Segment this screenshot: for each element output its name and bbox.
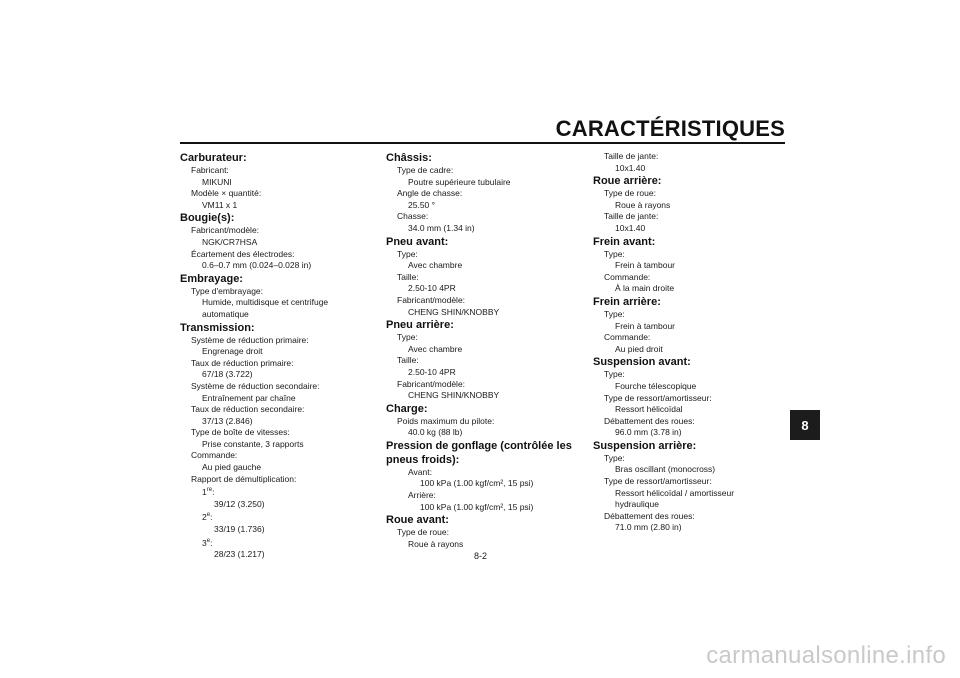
spec-label: Fabricant/modèle: bbox=[397, 378, 466, 389]
spec-label: Écartement des électrodes: bbox=[191, 248, 295, 259]
spec-value: Entraînement par chaîne bbox=[202, 392, 296, 403]
section-heading: Frein avant: bbox=[593, 235, 656, 248]
section-heading: Embrayage: bbox=[180, 272, 243, 285]
spec-value: Roue à rayons bbox=[408, 538, 464, 549]
gear-colon: : bbox=[212, 487, 215, 498]
section-heading: Suspension avant: bbox=[593, 356, 691, 369]
spec-column-2 bbox=[386, 151, 586, 550]
gear-number: 1 bbox=[202, 487, 207, 498]
gear-ratio-value: 39/12 (3.250) bbox=[214, 498, 265, 509]
spec-value: 10x1.40 bbox=[615, 162, 646, 173]
spec-value: 100 kPa (1.00 kgf/cm², 15 psi) bbox=[420, 478, 534, 489]
title-rule bbox=[180, 142, 785, 144]
spec-label: Fabricant/modèle: bbox=[191, 225, 260, 236]
spec-value: Frein à tambour bbox=[615, 260, 675, 271]
spec-label: Modèle × quantité: bbox=[191, 188, 262, 199]
spec-label: Chasse: bbox=[397, 211, 429, 222]
spec-value: Bras oscillant (monocross) bbox=[615, 464, 716, 475]
spec-value: Fourche télescopique bbox=[615, 380, 697, 391]
spec-label: Taille: bbox=[397, 271, 419, 282]
spec-label: Commande: bbox=[604, 271, 651, 282]
spec-value: 10x1.40 bbox=[615, 222, 646, 233]
spec-value: Au pied droit bbox=[615, 343, 663, 354]
spec-label: Commande: bbox=[604, 332, 651, 343]
spec-label: Type: bbox=[397, 332, 418, 343]
spec-label: Rapport de démultiplication: bbox=[191, 473, 297, 484]
spec-label: Type de boîte de vitesses: bbox=[191, 427, 290, 438]
spec-label: Système de réduction secondaire: bbox=[191, 380, 320, 391]
section-heading: Châssis: bbox=[386, 152, 432, 164]
spec-label: Type: bbox=[604, 308, 625, 319]
spec-value: automatique bbox=[202, 308, 249, 319]
spec-label: Type: bbox=[604, 248, 625, 259]
spec-value: 2.50-10 4PR bbox=[408, 366, 456, 377]
spec-label: Type: bbox=[604, 452, 625, 463]
section-heading: Transmission: bbox=[180, 321, 255, 334]
gear-label bbox=[180, 538, 380, 550]
spec-label: Type de ressort/amortisseur: bbox=[604, 392, 712, 403]
spec-label: Type de ressort/amortisseur: bbox=[604, 476, 712, 487]
spec-label: Type de cadre: bbox=[397, 165, 454, 175]
spec-value: Roue à rayons bbox=[615, 199, 671, 210]
spec-label: Poids maximum du pilote: bbox=[397, 415, 495, 426]
spec-value: Avec chambre bbox=[408, 343, 463, 354]
spec-value: 34.0 mm (1.34 in) bbox=[408, 222, 475, 233]
spec-value: Engrenage droit bbox=[202, 346, 263, 357]
section-heading: Pression de gonflage (contrôlée les bbox=[386, 439, 572, 452]
spec-label: Type d'embrayage: bbox=[191, 285, 264, 296]
section-heading: Roue arrière: bbox=[593, 175, 662, 188]
spec-value: Frein à tambour bbox=[615, 320, 675, 331]
spec-value: 100 kPa (1.00 kgf/cm², 15 psi) bbox=[420, 501, 534, 512]
spec-value: NGK/CR7HSA bbox=[202, 236, 258, 247]
section-heading: Bougie(s): bbox=[180, 212, 235, 225]
spec-value: Avec chambre bbox=[408, 260, 463, 271]
spec-value: hydraulique bbox=[615, 499, 659, 510]
spec-label: Taille de jante: bbox=[604, 151, 659, 161]
gear-ordinal: re bbox=[206, 487, 213, 494]
spec-value: 67/18 (3.722) bbox=[202, 369, 253, 380]
gear-ordinal: e bbox=[206, 512, 211, 519]
spec-label: Taille: bbox=[397, 355, 419, 366]
spec-label: Fabricant: bbox=[191, 165, 229, 175]
spec-value: CHENG SHIN/KNOBBY bbox=[408, 306, 500, 317]
spec-label: Fabricant/modèle: bbox=[397, 294, 466, 305]
spec-value: Ressort hélicoïdal / amortisseur bbox=[615, 487, 735, 498]
spec-value: 25.50 ° bbox=[408, 199, 436, 210]
spec-label: Avant: bbox=[408, 466, 432, 477]
section-heading: Charge: bbox=[386, 402, 428, 415]
spec-value: Au pied gauche bbox=[202, 462, 262, 473]
spec-label: Type: bbox=[397, 248, 418, 259]
spec-label: Arrière: bbox=[408, 490, 436, 501]
gear-label bbox=[180, 487, 380, 499]
spec-value: 37/13 (2.846) bbox=[202, 415, 253, 426]
spec-label: Taux de réduction primaire: bbox=[191, 357, 294, 368]
section-heading: Suspension arrière: bbox=[593, 439, 697, 452]
section-heading: Pneu arrière: bbox=[386, 319, 454, 332]
spec-value: 96.0 mm (3.78 in) bbox=[615, 427, 682, 438]
spec-value: 40.0 kg (88 lb) bbox=[408, 427, 463, 438]
page-number: 8-2 bbox=[474, 551, 488, 561]
spec-label: Type de roue: bbox=[397, 527, 449, 538]
spec-value: Prise constante, 3 rapports bbox=[202, 438, 304, 449]
spec-value: Humide, multidisque et centrifuge bbox=[202, 297, 329, 308]
gear-number: 3 bbox=[202, 537, 207, 548]
spec-label: Débattement des roues: bbox=[604, 510, 695, 521]
spec-column-1 bbox=[180, 151, 380, 563]
spec-value: VM11 x 1 bbox=[202, 199, 238, 210]
spec-value: MIKUNI bbox=[202, 176, 232, 187]
spec-label: Type de roue: bbox=[604, 188, 656, 199]
spec-column-3 bbox=[593, 151, 793, 534]
page-title: CARACTÉRISTIQUES bbox=[555, 116, 785, 141]
spec-value: CHENG SHIN/KNOBBY bbox=[408, 390, 500, 401]
spec-label: Débattement des roues: bbox=[604, 415, 695, 426]
gear-label bbox=[180, 512, 380, 524]
spec-label: Commande: bbox=[191, 450, 238, 461]
gear-number: 2 bbox=[202, 512, 207, 523]
gear-colon: : bbox=[210, 537, 213, 548]
spec-value: Ressort hélicoïdal bbox=[615, 404, 683, 415]
section-heading: Frein arrière: bbox=[593, 295, 661, 308]
chapter-tab: 8 bbox=[790, 410, 820, 440]
section-heading: Pneu avant: bbox=[386, 235, 449, 248]
spec-value: 0.6–0.7 mm (0.024–0.028 in) bbox=[202, 260, 312, 271]
spec-label: Taille de jante: bbox=[604, 211, 659, 222]
section-heading-cont: pneus froids): bbox=[386, 453, 460, 466]
spec-label: Taux de réduction secondaire: bbox=[191, 404, 305, 415]
gear-ratio-value: 28/23 (1.217) bbox=[214, 549, 265, 560]
gear-ordinal: e bbox=[206, 537, 211, 544]
spec-value: 2.50-10 4PR bbox=[408, 283, 456, 294]
watermark: carmanualsonline.info bbox=[706, 642, 946, 669]
spec-label: Système de réduction primaire: bbox=[191, 334, 309, 345]
spec-value: Poutre supérieure tubulaire bbox=[408, 176, 511, 187]
spec-label: Angle de chasse: bbox=[397, 188, 463, 199]
spec-value: 71.0 mm (2.80 in) bbox=[615, 522, 682, 533]
gear-colon: : bbox=[210, 512, 213, 523]
gear-ratio-value: 33/19 (1.736) bbox=[214, 524, 265, 535]
spec-value: À la main droite bbox=[615, 283, 675, 294]
section-heading: Carburateur: bbox=[180, 152, 247, 164]
spec-label: Type: bbox=[604, 369, 625, 380]
section-heading: Roue avant: bbox=[386, 514, 449, 527]
